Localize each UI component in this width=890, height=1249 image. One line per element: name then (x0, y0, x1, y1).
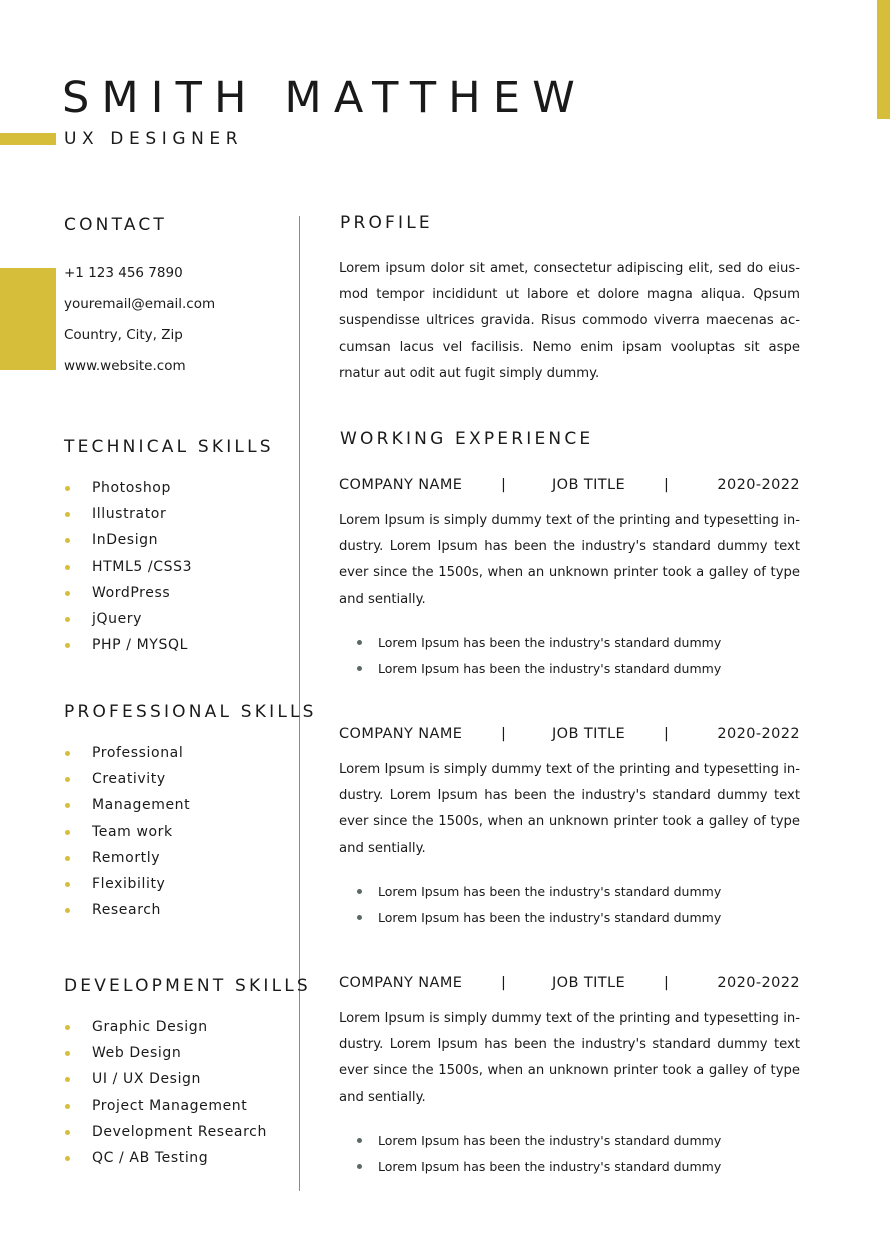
job-years: 2020-2022 (717, 477, 800, 493)
job-header-row (339, 475, 800, 495)
bullet-dot (65, 512, 70, 517)
accent-block-contact (0, 268, 56, 370)
skill-item: jQuery (64, 606, 192, 632)
separator: | (664, 975, 670, 991)
contact-address: Country, City, Zip (64, 327, 183, 343)
bullet-dot (65, 882, 70, 887)
accent-bar-name (0, 133, 56, 145)
bullet-dot (357, 640, 362, 645)
job-years: 2020-2022 (717, 726, 800, 742)
bullet-dot (65, 751, 70, 756)
skill-item: Creativity (64, 766, 190, 792)
skill-item: UI / UX Design (64, 1066, 267, 1092)
job-description: Lorem Ipsum is simply dummy text of the printing and typesetting in-dustry. Lorem Ipsum has been the industry's standard dummy text ever since the 1500s, when an unknown printer took a galley of type and sentially. (339, 1011, 800, 1105)
bullet-dot (65, 486, 70, 491)
company-name: COMPANY NAME (339, 477, 463, 493)
job-bullet: Lorem Ipsum has been the industry's standard dummy (357, 905, 721, 931)
bullet-dot (65, 1156, 70, 1161)
skill-item: Professional (64, 740, 190, 766)
skill-item: InDesign (64, 527, 192, 553)
contact-phone: +1 123 456 7890 (64, 265, 183, 281)
job-bullets (357, 630, 721, 682)
bullet-dot (65, 591, 70, 596)
separator: | (501, 726, 507, 742)
separator: | (664, 726, 670, 742)
candidate-name: SMITH MATTHEW (62, 73, 587, 123)
skill-item: HTML5 /CSS3 (64, 554, 192, 580)
development-skills-heading: DEVELOPMENT SKILLS (64, 976, 311, 996)
professional-skills-heading: PROFESSIONAL SKILLS (64, 702, 317, 722)
bullet-dot (65, 1130, 70, 1135)
job-years: 2020-2022 (717, 975, 800, 991)
contact-heading: CONTACT (64, 215, 168, 235)
experience-heading: WORKING EXPERIENCE (340, 429, 594, 449)
skill-item: Team work (64, 819, 190, 845)
job-bullet: Lorem Ipsum has been the industry's standard dummy (357, 1154, 721, 1180)
skill-item: Graphic Design (64, 1014, 267, 1040)
separator: | (501, 975, 507, 991)
technical-skills-list (64, 475, 192, 658)
company-name: COMPANY NAME (339, 975, 463, 991)
skill-item: Illustrator (64, 501, 192, 527)
bullet-dot (65, 565, 70, 570)
skill-item: Flexibility (64, 871, 190, 897)
technical-skills-heading: TECHNICAL SKILLS (64, 437, 274, 457)
bullet-dot (65, 538, 70, 543)
job-header-row (339, 973, 800, 993)
skill-item: Remortly (64, 845, 190, 871)
professional-skills-list (64, 740, 190, 923)
skill-item: Photoshop (64, 475, 192, 501)
bullet-dot (65, 1077, 70, 1082)
job-bullet: Lorem Ipsum has been the industry's standard dummy (357, 630, 721, 656)
job-header-row (339, 724, 800, 744)
job-bullet: Lorem Ipsum has been the industry's standard dummy (357, 656, 721, 682)
skill-item: Web Design (64, 1040, 267, 1066)
bullet-dot (65, 856, 70, 861)
job-title: JOB TITLE (552, 477, 626, 493)
bullet-dot (65, 803, 70, 808)
bullet-dot (357, 666, 362, 671)
bullet-dot (357, 1138, 362, 1143)
bullet-dot (65, 617, 70, 622)
bullet-dot (65, 1104, 70, 1109)
separator: | (501, 477, 507, 493)
job-title: JOB TITLE (552, 726, 626, 742)
job-bullet: Lorem Ipsum has been the industry's standard dummy (357, 1128, 721, 1154)
bullet-dot (65, 643, 70, 648)
skill-item: Project Management (64, 1093, 267, 1119)
separator: | (664, 477, 670, 493)
skill-item: PHP / MYSQL (64, 632, 192, 658)
candidate-role: UX DESIGNER (64, 129, 244, 149)
skill-item: QC / AB Testing (64, 1145, 267, 1171)
contact-email: youremail@email.com (64, 296, 216, 312)
company-name: COMPANY NAME (339, 726, 463, 742)
profile-heading: PROFILE (340, 213, 433, 233)
bullet-dot (65, 1051, 70, 1056)
bullet-dot (357, 889, 362, 894)
accent-bar-top-right (877, 0, 890, 119)
contact-website: www.website.com (64, 358, 186, 374)
job-title: JOB TITLE (552, 975, 626, 991)
development-skills-list (64, 1014, 267, 1171)
job-bullets (357, 879, 721, 931)
job-bullet: Lorem Ipsum has been the industry's standard dummy (357, 879, 721, 905)
job-description: Lorem Ipsum is simply dummy text of the printing and typesetting in-dustry. Lorem Ipsum has been the industry's standard dummy text ever since the 1500s, when an unknown printer took a galley of type and sentially. (339, 513, 800, 607)
job-description: Lorem Ipsum is simply dummy text of the printing and typesetting in-dustry. Lorem Ipsum has been the industry's standard dummy text ever since the 1500s, when an unknown printer took a galley of type and sentially. (339, 762, 800, 856)
job-bullets (357, 1128, 721, 1180)
skill-item: Development Research (64, 1119, 267, 1145)
bullet-dot (357, 1164, 362, 1169)
profile-text: Lorem ipsum dolor sit amet, consectetur adipiscing elit, sed do eius-mod tempor incididunt ut labore et dolore magna aliqua. Qpsum suspendisse ultrices gravida. Risus commodo viverra maecenas ac-cumsan lacus vel facilisis. Nemo enim ipsam vooluptas sit aspe rnatur aut odit aut fugit simply dummy. (339, 261, 800, 381)
skill-item: WordPress (64, 580, 192, 606)
bullet-dot (65, 1025, 70, 1030)
bullet-dot (357, 915, 362, 920)
bullet-dot (65, 830, 70, 835)
skill-item: Management (64, 792, 190, 818)
bullet-dot (65, 908, 70, 913)
bullet-dot (65, 777, 70, 782)
skill-item: Research (64, 897, 190, 923)
